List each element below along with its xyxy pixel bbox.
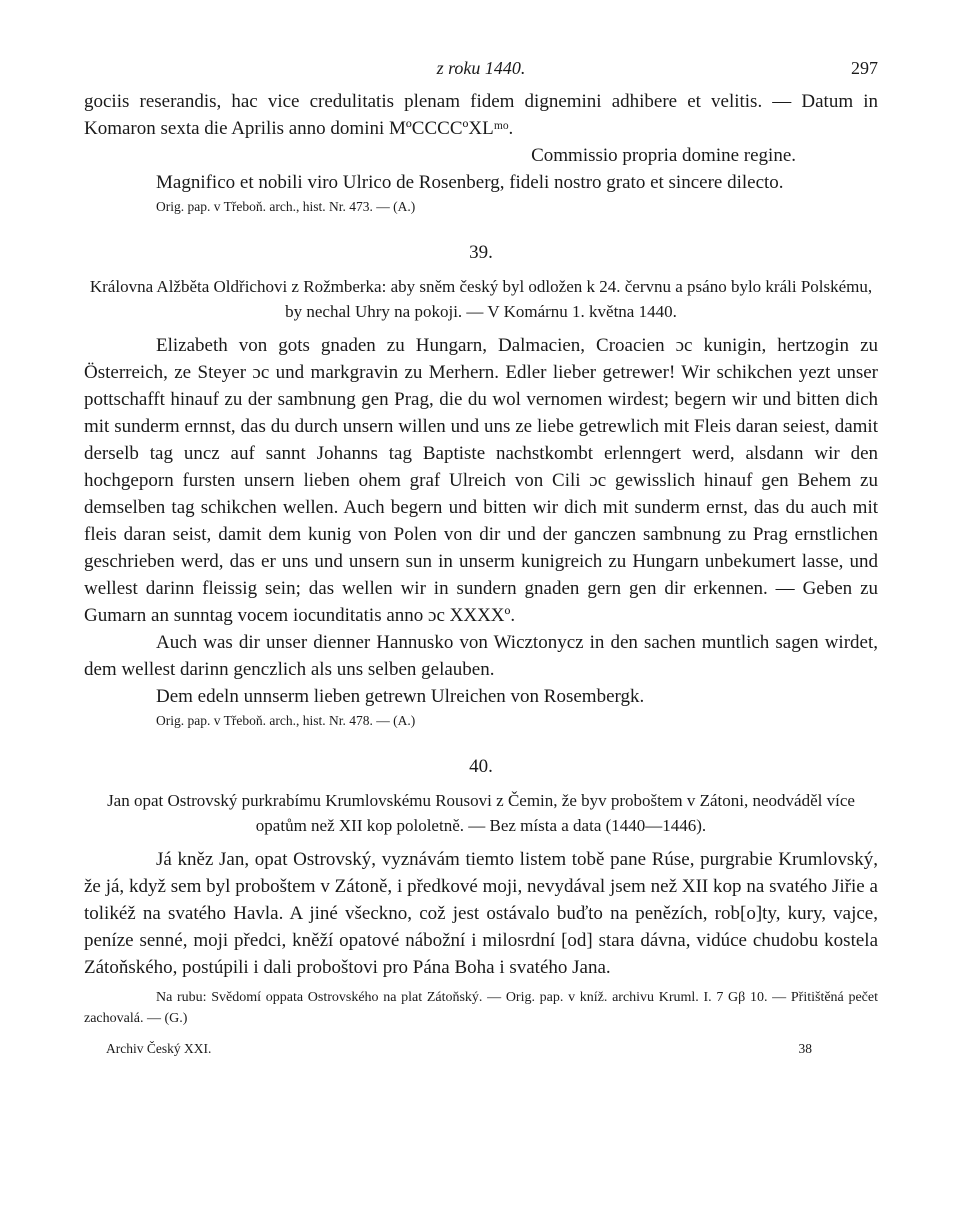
doc39-regest: Královna Alžběta Oldřichovi z Rožmberka: aby sněm český byl odložen k 24. červnu a psáno bylo králi Polskému, by nechal Uhry na pokoji. — V Komárnu 1. května 1440. bbox=[89, 277, 873, 321]
running-title: z roku 1440. bbox=[436, 58, 526, 78]
page-number: 297 bbox=[851, 58, 878, 78]
page-footer bbox=[84, 1041, 878, 1063]
page-header bbox=[84, 58, 878, 88]
doc39-address: Dem edeln unnserm lieben getrewn Ulreichen von Rosembergk. bbox=[156, 686, 645, 707]
doc40-regest: Jan opat Ostrovský purkrabímu Krumlovskému Rousovi z Čemin, že byv proboštem v Zátoni, neodváděl více opatům než XII kop pololetně. — Bez místa a data (1440—1446). bbox=[107, 791, 855, 835]
doc39-text-2: Auch was dir unser dienner Hannusko von Wicztonycz in den sachen muntlich sagen wirdet, dem wellest darinn genczlich als uns selben gelauben. bbox=[84, 632, 878, 680]
signature-mark: Archiv Český XXI. bbox=[106, 1041, 212, 1056]
document-39 bbox=[84, 242, 878, 732]
doc39-number: 39. bbox=[469, 242, 493, 263]
doc40-number: 40. bbox=[469, 756, 493, 777]
doc38-closing: Commissio propria domine regine. bbox=[531, 145, 796, 166]
doc39-source: Orig. pap. v Třeboň. arch., hist. Nr. 478. — (A.) bbox=[156, 713, 416, 728]
doc39-text-1: Elizabeth von gots gnaden zu Hungarn, Dalmacien, Croacien ɔc kunigin, hertzogin zu Österreich, ze Steyer ɔc und markgravin zu Merhern. Edler lieber getrewer! Wir schikchen yezt unser pottschafft hinauf zu der sambnung gen Prag, die du wol vernomen wirdest; begern wir und bitten dich mit sunderm ernnst, das du durch unsern willen und uns ze liebe getrewlich mit Fleis daran seiest, damit derselb tag uncz auf sannt Johanns tag Baptiste nachstkombt erlenngert werd, alsdann wir den hochgeporn fursten unsern lieben ohem graf Ulreich von Cili ɔc gewisslich hinauf gen Behem zu demselben tag schikchen wellen. Auch begern und bitten wir dich mit sunderm ernst, das du auch mit fleis daran seist, damit dem kunig von Polen von dir und der ganczen sambnung zu Prag ernstlichen geschrieben werd, das er uns und unsern sun in unserm kunigreich zu Hungarn unbekumert lasse, und wellest darinn fleissig sein; das wellen wir in sundern gnaden gern gen dir erkennen. — Geben zu Gumarn an sunntag vocem iocunditatis anno ɔc XXXXº. bbox=[84, 335, 878, 626]
doc40-note: Na rubu: Svědomí oppata Ostrovského na plat Zátoňský. — Orig. pap. v kníž. archivu Kruml. I. 7 Gβ 10. — Přitištěná pečet zachovalá. — (G.) bbox=[84, 990, 878, 1026]
doc38-address: Magnifico et nobili viro Ulrico de Rosenberg, fideli nostro grato et sincere dilecto. bbox=[156, 172, 784, 193]
doc38-source: Orig. pap. v Třeboň. arch., hist. Nr. 473. — (A.) bbox=[156, 199, 416, 214]
doc38-continuation: gociis reserandis, hac vice credulitatis plenam fidem dignemini adhibere et velitis. — Datum in Komaron sexta die Aprilis anno domini MºCCCCºXLᵐᵒ. bbox=[84, 91, 878, 139]
sheet-number: 38 bbox=[798, 1041, 812, 1056]
doc40-text: Já kněz Jan, opat Ostrovský, vyznávám tiemto listem tobě pane Rúse, purgrabie Krumlovský, že já, když sem byl proboštem v Zátoně, i předkové moji, nevydával jsem než XII kop na svatého Jiřie a tolikéž na svatého Havla. A jiné všeckno, což jest ostávalo buďto na penězích, rob[o]ty, kury, vajce, peníze senné, moji předci, kněží opatové nábožní i milosrdní [od] stara dávna, vidúce chudobu kostela Zátoňského, postúpili i dali proboštovi pro Pána Boha i svatého Jana. bbox=[84, 849, 878, 978]
page bbox=[84, 58, 878, 1063]
document-40 bbox=[84, 756, 878, 1029]
document-38-ending bbox=[84, 88, 878, 218]
